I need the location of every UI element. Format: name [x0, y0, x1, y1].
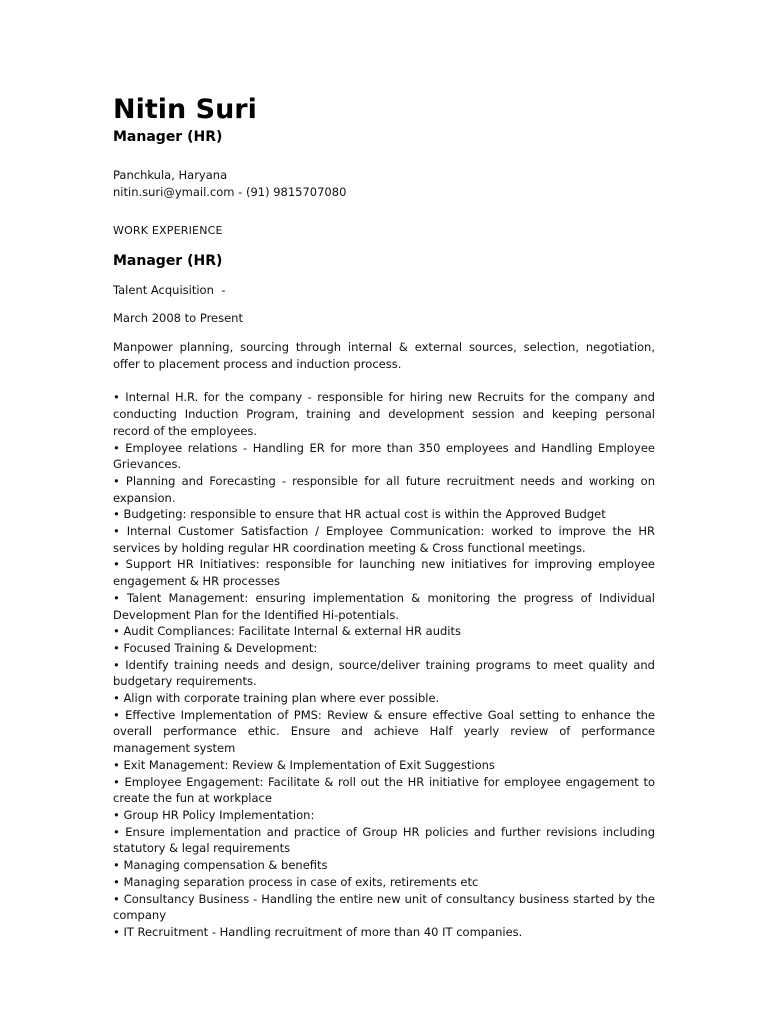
candidate-headline: Manager (HR)	[113, 129, 223, 145]
job-summary: Manpower planning, sourcing through internal & external sources, selection, negotiation, offer to placement process and induction process.	[113, 340, 655, 371]
responsibility-item: • Consultancy Business - Handling the entire new unit of consultancy business started by the company	[113, 891, 655, 923]
contact-block	[113, 167, 655, 201]
candidate-name: Nitin Suri	[113, 94, 257, 125]
responsibility-item: • Ensure implementation and practice of Group HR policies and further revisions including statutory & legal requirements	[113, 824, 655, 856]
responsibility-item: • Managing compensation & benefits	[113, 858, 328, 873]
work-experience-heading: WORK EXPERIENCE	[113, 224, 223, 237]
responsibility-item: • Exit Management: Review & Implementation of Exit Suggestions	[113, 757, 495, 772]
responsibility-item: • Support HR Initiatives: responsible for launching new initiatives for improving employee engagement & HR processes	[113, 557, 655, 589]
responsibility-item: • Managing separation process in case of exits, retirements etc	[113, 874, 479, 889]
responsibility-item: • Audit Compliances: Facilitate Internal & external HR audits	[113, 624, 461, 639]
responsibility-item: • IT Recruitment - Handling recruitment of more than 40 IT companies.	[113, 924, 523, 939]
responsibility-item: • Employee Engagement: Facilitate & roll out the HR initiative for employee engagement to create the fun at workplace	[113, 774, 655, 806]
responsibility-item: • Planning and Forecasting - responsible for all future recruitment needs and working on expansion.	[113, 473, 655, 505]
responsibility-item: • Effective Implementation of PMS: Review & ensure effective Goal setting to enhance the overall performance ethic. Ensure and achieve Half yearly review of performance management system	[113, 707, 655, 756]
responsibility-item: • Internal Customer Satisfaction / Employee Communication: worked to improve the HR services by holding regular HR coordination meeting & Cross functional meetings.	[113, 524, 655, 555]
responsibility-item: • Align with corporate training plan where ever possible.	[113, 691, 440, 706]
responsibility-item: • Internal H.R. for the company - responsible for hiring new Recruits for the company and conducting Induction Program, training and development session and keeping personal record of the employees.	[113, 390, 655, 438]
responsibility-list	[113, 389, 655, 940]
location-text: Panchkula, Haryana	[113, 168, 228, 182]
employment-dates: March 2008 to Present	[113, 311, 243, 325]
responsibility-item: • Identify training needs and design, source/deliver training programs to meet quality and budgetary requirements.	[113, 657, 655, 689]
responsibility-item: • Employee relations - Handling ER for more than 350 employees and Handling Employee Grievances.	[113, 440, 655, 472]
email-phone-text: nitin.suri@ymail.com - (91) 9815707080	[113, 185, 347, 199]
company-name: Talent Acquisition -	[113, 283, 226, 297]
resume-page	[113, 92, 655, 941]
responsibility-item: • Focused Training & Development:	[113, 640, 318, 655]
job-title: Manager (HR)	[113, 253, 223, 269]
responsibility-item: • Talent Management: ensuring implementation & monitoring the progress of Individual Development Plan for the Identified Hi-potentials.	[113, 590, 655, 622]
responsibility-item: • Group HR Policy Implementation:	[113, 807, 315, 822]
responsibility-item: • Budgeting: responsible to ensure that HR actual cost is within the Approved Budget	[113, 507, 606, 522]
